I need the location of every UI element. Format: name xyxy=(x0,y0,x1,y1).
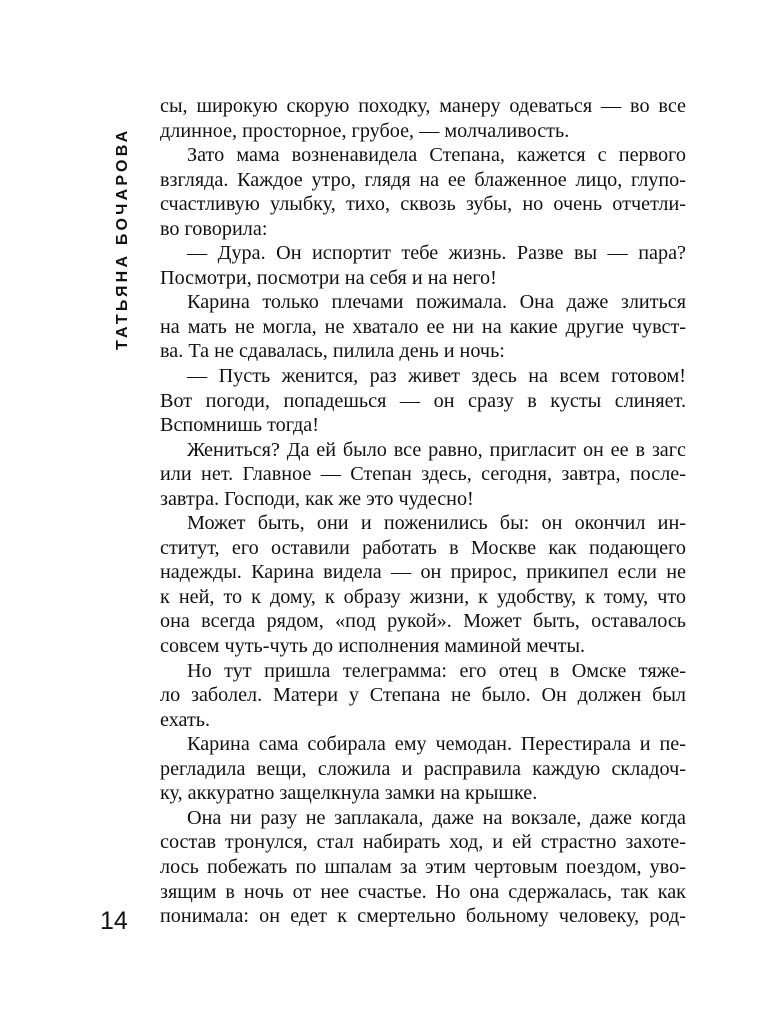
text-line: ва. Та не сдавалась, пилила день и ночь: xyxy=(160,340,505,363)
text-line: состав тронулся, стал набирать ход, и ей страстно захоте- xyxy=(160,831,686,854)
text-line: Карина только плечами пожимала. Она даже злиться xyxy=(187,291,686,314)
text-line: зящим в ночь от нее счастье. Но она сдержалась, так как xyxy=(160,880,686,903)
body-text xyxy=(160,94,686,929)
text-line: лось побежать по шпалам за этим чертовым поездом, уво- xyxy=(160,855,686,878)
text-line: к ней, то к дому, к образу жизни, к удобству, к тому, что xyxy=(160,585,686,608)
text-line: регладила вещи, сложила и расправила каждую складоч- xyxy=(160,757,686,780)
text-line: ститут, его оставили работать в Москве как подающего xyxy=(160,536,686,559)
text-line: Зато мама возненавидела Степана, кажется с первого xyxy=(187,144,686,167)
text-line: она всегда рядом, «под рукой». Может быть, оставалось xyxy=(160,610,686,633)
text-line: — Дура. Он испортит тебе жизнь. Разве вы — пара? xyxy=(187,242,686,265)
text-line: длинное, просторное, грубое, — молчаливость. xyxy=(160,119,570,142)
text-line: сы, широкую скорую походку, манеру одеваться — во все xyxy=(160,95,686,117)
text-line: надежды. Карина видела — он прирос, прикипел если не xyxy=(160,561,686,584)
text-line: Карина сама собирала ему чемодан. Перестирала и пе- xyxy=(187,733,686,756)
text-line: Жениться? Да ей было все равно, пригласит он ее в загс xyxy=(187,438,686,461)
text-line: понимала: он едет к смертельно больному человеку, род- xyxy=(160,905,686,928)
text-line: ло заболел. Матери у Степана не было. Он должен был xyxy=(160,684,686,707)
text-line: завтра. Господи, как же это чудесно! xyxy=(160,487,474,510)
text-line: во говорила: xyxy=(160,217,268,240)
text-line: совсем чуть-чуть до исполнения маминой мечты. xyxy=(160,635,586,658)
text-line: Вот погоди, попадешься — он сразу в кусты слиняет. xyxy=(160,389,686,412)
page-number: 14 xyxy=(100,907,128,935)
running-head: ТАТЬЯНА БОЧАРОВА xyxy=(114,127,131,350)
text-line: Вспомнишь тогда! xyxy=(160,414,319,437)
text-line: счастливую улыбку, тихо, сквозь зубы, но очень отчетли- xyxy=(160,193,686,216)
text-line: на мать не могла, не хватало ее ни на какие другие чувст- xyxy=(160,315,686,338)
text-line: ку, аккуратно защелкнула замки на крышке. xyxy=(160,782,538,805)
text-line: Может быть, они и поженились бы: он окончил ин- xyxy=(187,512,686,535)
text-line: Она ни разу не заплакала, даже на вокзале, даже когда xyxy=(187,806,686,829)
text-line: или нет. Главное — Степан здесь, сегодня, завтра, после- xyxy=(160,463,686,486)
text-line: Но тут пришла телеграмма: его отец в Омске тяже- xyxy=(187,659,686,682)
text-line: — Пусть женится, раз живет здесь на всем готовом! xyxy=(187,365,686,388)
text-line: взгляда. Каждое утро, глядя на ее блаженное лицо, глупо- xyxy=(160,168,686,191)
text-line: ехать. xyxy=(160,708,211,731)
text-line: Посмотри, посмотри на себя и на него! xyxy=(160,266,497,289)
